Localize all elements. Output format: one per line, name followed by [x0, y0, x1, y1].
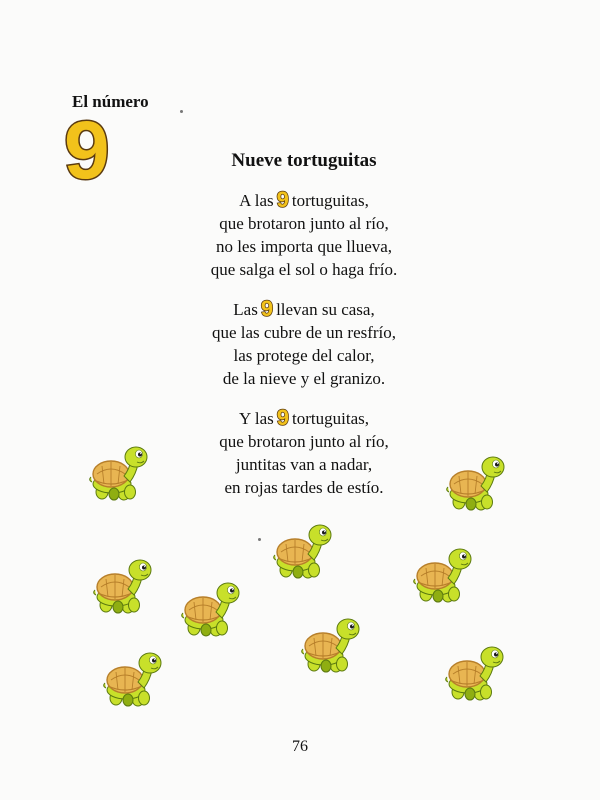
poem-line: de la nieve y el granizo. — [222, 369, 386, 388]
turtle-icon — [180, 578, 242, 638]
stanza-1 — [8, 188, 600, 281]
nine-numeral-icon: 9 — [260, 296, 274, 321]
ink-speck — [258, 538, 261, 541]
turtle-icon — [300, 614, 362, 674]
turtle-icon — [444, 642, 506, 702]
poem-line: Las 9 llevan su casa, — [233, 296, 375, 321]
poem-line: juntitas van a nadar, — [235, 455, 373, 474]
nine-numeral-icon: 9 — [276, 405, 290, 430]
ink-speck — [180, 110, 183, 113]
page-number: 76 — [292, 738, 308, 755]
poem-line: las protege del calor, — [233, 346, 375, 365]
poem-line: que las cubre de un resfrío, — [211, 323, 397, 342]
poem-line: que brotaron junto al río, — [219, 432, 389, 451]
poem-title: Nueve tortuguitas — [231, 150, 377, 171]
turtle-icon — [412, 544, 474, 604]
turtle-icon — [88, 442, 150, 502]
poem-line: que salga el sol o haga frío. — [210, 260, 398, 279]
nine-numeral-icon: 9 — [276, 187, 289, 212]
poem-line: que brotaron junto al río, — [219, 214, 389, 233]
turtle-icon — [445, 452, 507, 512]
poem-line: no les importa que llueva, — [215, 237, 393, 256]
stanza-2 — [8, 297, 600, 390]
poem-line: en rojas tardes de estío. — [224, 478, 384, 497]
poem-line: A las 9 tortuguitas, — [239, 187, 369, 212]
turtle-icon — [272, 520, 334, 580]
big-number-nine: 9 — [64, 105, 110, 196]
number-heading-label: El número — [72, 92, 149, 111]
turtle-icon — [92, 555, 154, 615]
turtle-icon — [102, 648, 164, 708]
poem-line: Y las 9 tortuguitas, — [239, 405, 369, 430]
